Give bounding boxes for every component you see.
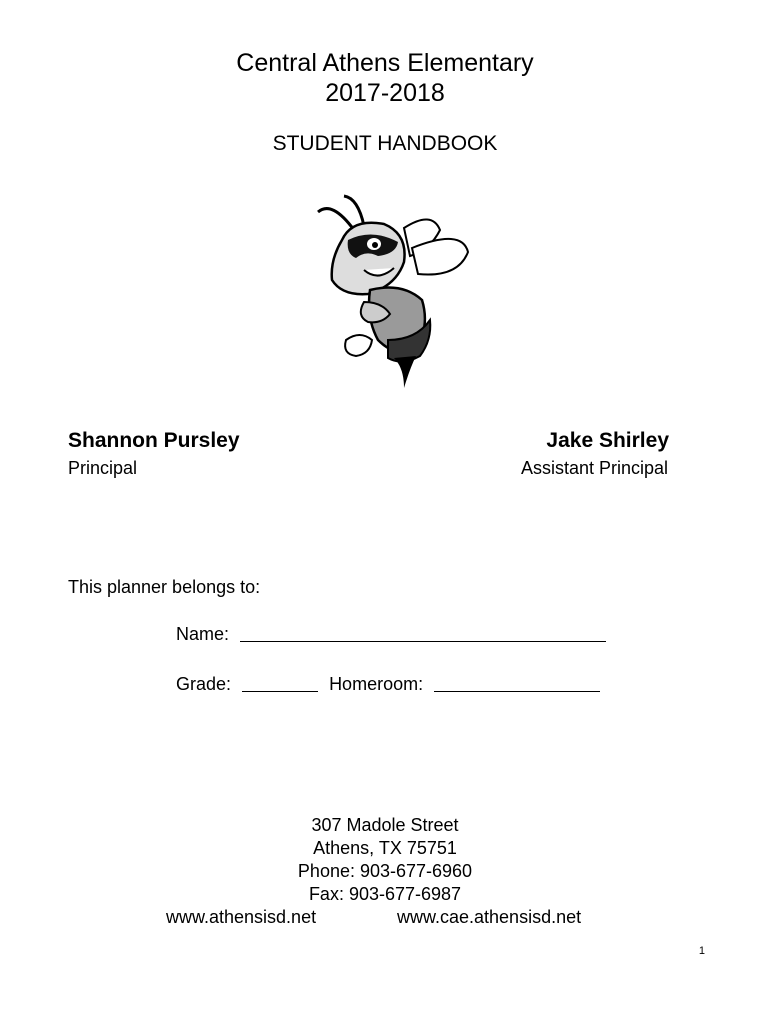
phone-number: Phone: 903-677-6960 (297, 861, 473, 881)
document-title: STUDENT HANDBOOK (272, 132, 498, 155)
grade-blank[interactable] (242, 673, 318, 692)
district-website-link[interactable]: www.athensisd.net (166, 907, 317, 927)
name-label: Name: (176, 624, 230, 644)
principal-title: Principal (68, 458, 138, 478)
school-website-link[interactable]: www.cae.athensisd.net (397, 907, 582, 927)
address-city: Athens, TX 75751 (313, 838, 457, 858)
school-year: 2017-2018 (325, 79, 445, 107)
principal-name: Shannon Pursley (68, 429, 240, 452)
assistant-principal-title: Assistant Principal (520, 458, 668, 478)
hornet-mascot-icon (312, 190, 472, 390)
school-name: Central Athens Elementary (236, 49, 534, 77)
assistant-principal-name: Jake Shirley (546, 429, 669, 452)
address-street: 307 Madole Street (311, 815, 459, 835)
name-field-row (176, 623, 606, 645)
planner-owner-label: This planner belongs to: (68, 577, 261, 597)
homeroom-blank[interactable] (434, 673, 600, 692)
grade-label: Grade: (176, 674, 232, 694)
homeroom-label: Homeroom: (329, 674, 424, 694)
grade-homeroom-row (176, 673, 600, 695)
fax-number: Fax: 903-677-6987 (308, 884, 462, 904)
name-blank[interactable] (240, 623, 606, 642)
page-number: 1 (698, 945, 705, 957)
